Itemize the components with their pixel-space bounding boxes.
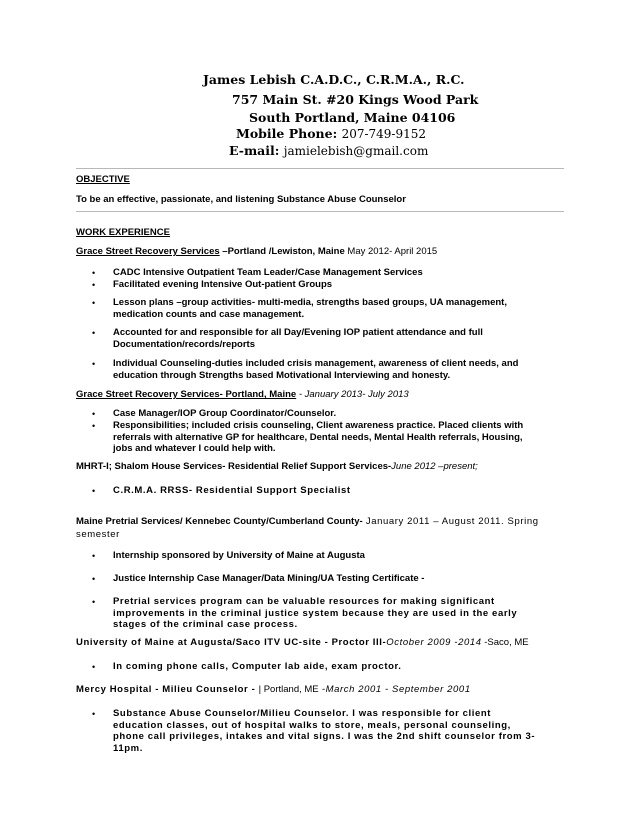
bullet-icon: • [92,298,96,308]
list-item: Lesson plans –group activities- multi-media, strengths based groups, UA management, medication counts and case management. [113,297,507,320]
job-heading [76,389,409,401]
job-title: University of Maine at Augusta/Saco ITV UC-site - Proctor III- [76,637,387,648]
job-title: Maine Pretrial Services/ Kennebec County/Cumberland County- [76,516,363,527]
divider [76,211,564,212]
email-label: E-mail: [229,143,280,158]
job-dates: -March 2001 - September 2001 [318,684,471,695]
list-item: Substance Abuse Counselor/Milieu Counselor. I was responsible for client education classes, out of hospital walks to store, meals, personal counseling, phone call privileges, intakes and vital signs. I was the 2nd shift counselor from 3-11pm. [113,708,536,754]
job-dates: June 2012 –present; [391,461,478,472]
bullet-icon: • [92,409,96,419]
bullet-icon: • [92,359,96,369]
job-dates: January 2011 – August 2011. Spring [362,516,539,527]
list-item: Facilitated evening Intensive Out-patient Groups [113,279,333,290]
job-dates: May 2012- April 2015 [344,246,438,257]
candidate-name: James Lebish C.A.D.C., C.R.M.A., R.C. [203,72,465,87]
bullet-icon: • [92,328,96,338]
list-item: Pretrial services program can be valuable resources for making significant improvements in the criminal justice system because they are used in the early stages of the criminal case process. [113,596,518,630]
job-location: -Saco, ME [481,637,529,648]
job-title: Mercy Hospital - Milieu Counselor - [76,684,259,695]
bullet-icon: • [92,421,96,431]
list-item: C.R.M.A. RRSS- Residential Support Specialist [113,485,351,496]
objective-text: To be an effective, passionate, and listening Substance Abuse Counselor [76,194,406,205]
job-dates: - January 2013- July 2013 [296,389,409,400]
list-item: Responsibilities; included crisis counseling, Client awareness practice. Placed clients with referrals with alternative GP for healthcare, Dental needs, Mental Health referrals, Housing, jobs and whatever I could help with. [113,420,524,454]
bullet-icon: • [92,709,96,719]
job-heading [76,461,478,473]
bullet-icon: • [92,597,96,607]
job-title: MHRT-I; Shalom House Services- Residential Relief Support Services- [76,461,392,472]
list-item: CADC Intensive Outpatient Team Leader/Case Management Services [113,267,423,278]
job-location: | Portland, ME [258,684,319,695]
job-location: - Portland, Maine [219,389,297,400]
list-item: Internship sponsored by University of Maine at Augusta [113,550,365,561]
job-heading [76,684,471,696]
job-heading [76,516,539,528]
address-line-2: South Portland, Maine 04106 [249,110,456,125]
bullet-icon: • [92,551,96,561]
job-org: Grace Street Recovery Services [76,246,220,257]
bullet-icon: • [92,486,96,496]
phone-number: 207-749-9152 [341,127,427,141]
list-item: Individual Counseling-duties included crisis management, awareness of client needs, and education through Strengths based Motivational Interviewing and honesty. [113,358,519,381]
job-dates-continued: semester [76,529,120,540]
job-org: Grace Street Recovery Services [76,389,220,400]
job-dates: October 2009 -2014 [386,637,482,648]
bullet-icon: • [92,662,96,672]
list-item: Justice Internship Case Manager/Data Mining/UA Testing Certificate - [113,573,425,584]
work-experience-heading: WORK EXPERIENCE [76,227,170,238]
objective-heading: OBJECTIVE [76,174,130,185]
bullet-icon: • [92,268,96,278]
list-item: In coming phone calls, Computer lab aide, exam proctor. [113,661,402,672]
email-line [229,143,428,158]
bullet-icon: • [92,280,96,290]
address-line-1: 757 Main St. #20 Kings Wood Park [232,92,479,107]
job-heading [76,246,437,258]
phone-line [236,126,426,141]
job-location: –Portland /Lewiston, Maine [219,246,345,257]
list-item: Case Manager/IOP Group Coordinator/Counselor. [113,408,337,419]
job-heading [76,637,529,649]
list-item: Accounted for and responsible for all Day/Evening IOP patient attendance and full Documentation/records/reports [113,327,483,350]
bullet-icon: • [92,574,96,584]
phone-label: Mobile Phone: [236,126,338,141]
email-address: jamielebish@gmail.com [283,144,429,158]
divider [76,168,564,169]
